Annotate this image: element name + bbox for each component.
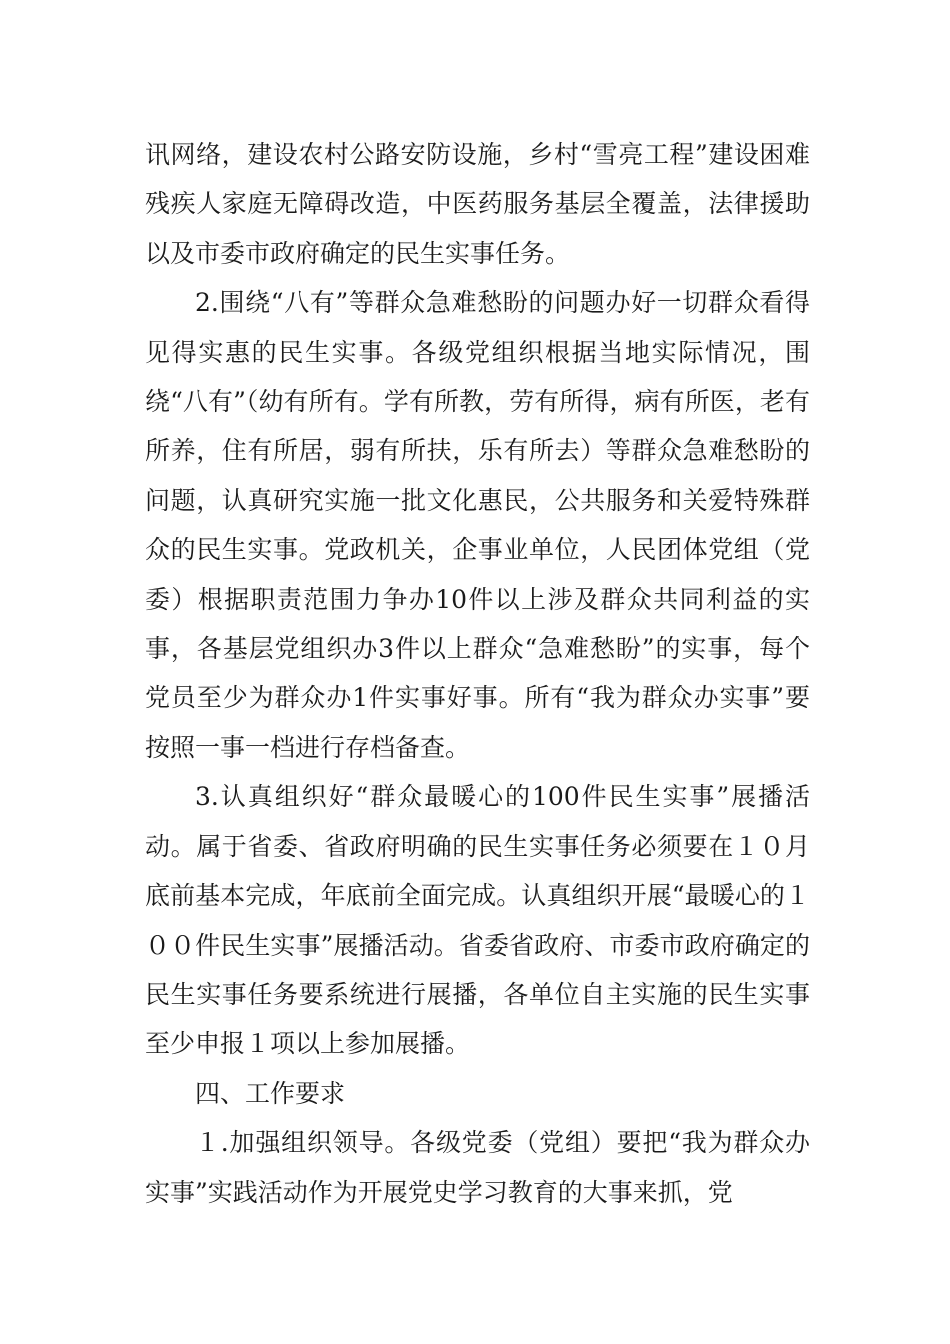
paragraph-continuation: 讯网络，建设农村公路安防设施，乡村“雪亮工程”建设困难残疾人家庭无障碍改造，中医药服务基层全覆盖，法律援助以及市委市政府确定的民生实事任务。 xyxy=(145,140,810,268)
paragraph-requirement-1: １.加强组织领导。各级党委（党组）要把“我为群众办实事”实践活动作为开展党史学习教育的大事来抓，党 xyxy=(145,1128,810,1207)
paragraph-item-2: 2.围绕“八有”等群众急难愁盼的问题办好一切群众看得见得实惠的民生实事。各级党组织根据当地实际情况，围绕“八有”（幼有所有。学有所教，劳有所得，病有所医，老有所养，住有所居，弱有所扶，乐有所去）等群众急难愁盼的问题，认真研究实施一批文化惠民，公共服务和关爱特殊群众的民生实事。党政机关，企事业单位，人民团体党组（党委）根据职责范围力争办10件以上涉及群众共同利益的实事，各基层党组织办3件以上群众“急难愁盼”的实事，每个党员至少为群众办1件实事好事。所有“我为群众办实事”要按照一事一档进行存档备查。 xyxy=(145,288,810,762)
document-body xyxy=(145,130,810,1217)
paragraph-item-3: 3.认真组织好“群众最暖心的100件民生实事”展播活动。属于省委、省政府明确的民生实事任务必须要在１０月底前基本完成，年底前全面完成。认真组织开展“最暖心的１００件民生实事”展播活动。省委省政府、市委市政府确定的民生实事任务要系统进行展播，各单位自主实施的民生实事至少申报１项以上参加展播。 xyxy=(145,782,810,1059)
section-heading-work-requirements: 四、工作要求 xyxy=(195,1078,346,1108)
